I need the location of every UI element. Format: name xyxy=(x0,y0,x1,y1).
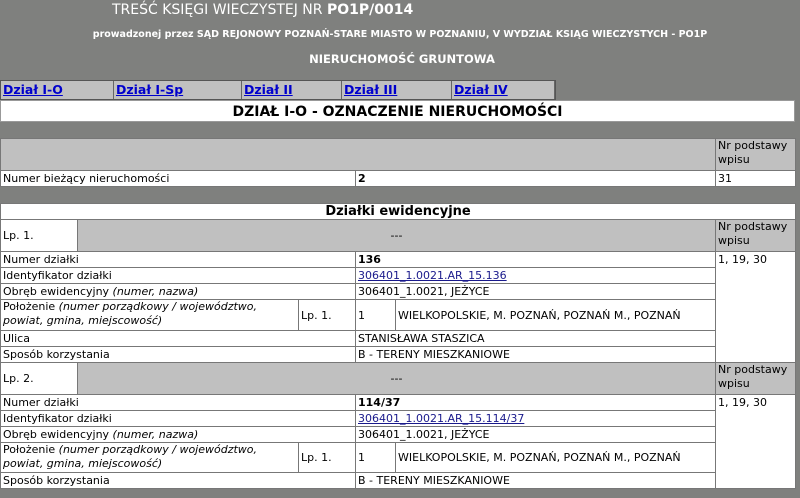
precinct-label: Obręb ewidencyjny (numer, nazwa) xyxy=(1,284,356,300)
tab-dzial-i-sp[interactable]: Dział I-Sp xyxy=(114,81,242,99)
basis-header: Nr podstawy wpisu xyxy=(716,220,796,252)
tab-dzial-ii[interactable]: Dział II xyxy=(242,81,342,99)
location: WIELKOPOLSKIE, M. POZNAŃ, POZNAŃ M., POZNAŃ xyxy=(396,443,716,473)
plot-dash: --- xyxy=(78,363,716,395)
plot-id-link[interactable]: 306401_1.0021.AR_15.136 xyxy=(358,269,507,282)
plot-number: 136 xyxy=(356,252,716,268)
tab-dzial-iv[interactable]: Dział IV xyxy=(452,81,555,99)
plot-basis: 1, 19, 30 xyxy=(716,395,796,489)
basis-header: Nr podstawy wpisu xyxy=(716,139,796,171)
precinct-label: Obręb ewidencyjny (numer, nazwa) xyxy=(1,427,356,443)
current-value: 2 xyxy=(356,171,716,187)
usage: B - TERENY MIESZKANIOWE xyxy=(356,473,716,489)
plots-table xyxy=(0,203,796,489)
plot-lp: Lp. 2. xyxy=(1,363,78,395)
plot-number-label: Numer działki xyxy=(1,252,356,268)
tab-dzial-iii[interactable]: Dział III xyxy=(342,81,452,99)
location-lp: Lp. 1. xyxy=(299,443,356,473)
usage-label: Sposób korzystania xyxy=(1,473,356,489)
title-prefix: TREŚĆ KSIĘGI WIECZYSTEJ NR xyxy=(112,2,327,18)
location-no: 1 xyxy=(356,300,396,331)
plot-basis: 1, 19, 30 xyxy=(716,252,796,363)
location-no: 1 xyxy=(356,443,396,473)
usage-label: Sposób korzystania xyxy=(1,347,356,363)
location-label: Położenie (numer porządkowy / województwo, powiat, gmina, miejscowość) xyxy=(1,300,299,331)
location: WIELKOPOLSKIE, M. POZNAŃ, POZNAŃ M., POZNAŃ xyxy=(396,300,716,331)
plot-id-label: Identyfikator działki xyxy=(1,411,356,427)
precinct: 306401_1.0021, JEŻYCE xyxy=(356,427,716,443)
current-number-table xyxy=(0,138,796,187)
tab-dzial-i-o[interactable]: Dział I-O xyxy=(1,81,114,99)
street: STANISŁAWA STASZICA xyxy=(356,331,716,347)
current-label: Numer bieżący nieruchomości xyxy=(1,171,356,187)
plot-id-label: Identyfikator działki xyxy=(1,268,356,284)
section-tabs xyxy=(0,80,556,100)
plots-title: Działki ewidencyjne xyxy=(1,204,796,220)
basis-header: Nr podstawy wpisu xyxy=(716,363,796,395)
current-basis: 31 xyxy=(716,171,796,187)
blank-header xyxy=(1,139,716,171)
section-heading: DZIAŁ I-O - OZNACZENIE NIERUCHOMOŚCI xyxy=(0,100,795,122)
location-lp: Lp. 1. xyxy=(299,300,356,331)
plot-dash: --- xyxy=(78,220,716,252)
page-header xyxy=(0,0,800,80)
property-type: NIERUCHOMOŚĆ GRUNTOWA xyxy=(309,52,495,66)
book-number: PO1P/0014 xyxy=(326,2,414,18)
plot-id-link[interactable]: 306401_1.0021.AR_15.114/37 xyxy=(358,412,525,425)
plot-number-label: Numer działki xyxy=(1,395,356,411)
plot-lp: Lp. 1. xyxy=(1,220,78,252)
plot-number: 114/37 xyxy=(356,395,716,411)
page-title xyxy=(0,2,800,18)
street-label: Ulica xyxy=(1,331,356,347)
precinct: 306401_1.0021, JEŻYCE xyxy=(356,284,716,300)
usage: B - TERENY MIESZKANIOWE xyxy=(356,347,716,363)
court-subtitle: prowadzonej przez SĄD REJONOWY POZNAŃ-STARE MIASTO W POZNANIU, V WYDZIAŁ KSIĄG WIECZYSTYCH - PO1P xyxy=(92,29,708,40)
location-label: Położenie (numer porządkowy / województwo, powiat, gmina, miejscowość) xyxy=(1,443,299,473)
